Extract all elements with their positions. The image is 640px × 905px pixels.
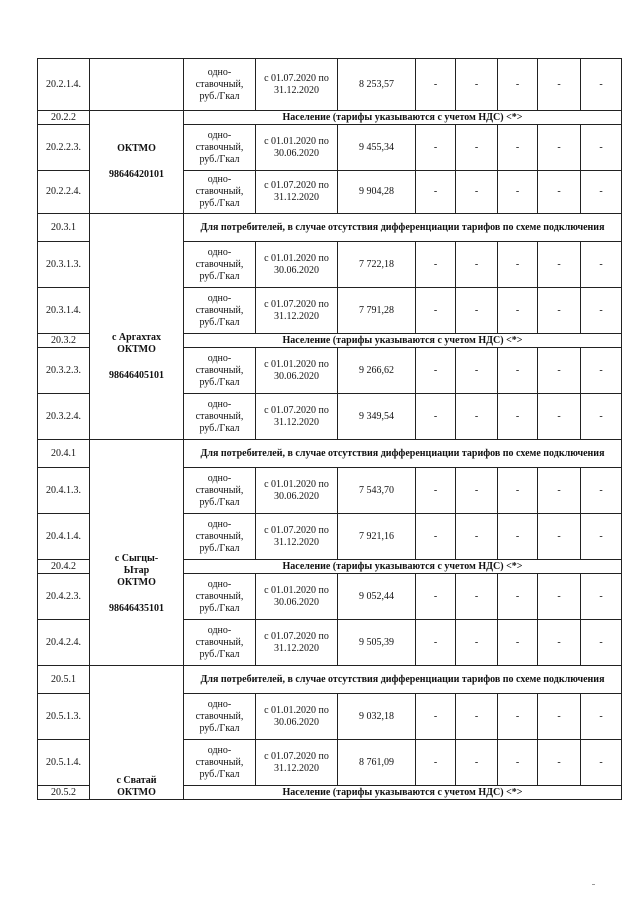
- tariff-value: 9 904,28: [338, 171, 416, 214]
- tariff-value: 7 543,70: [338, 468, 416, 514]
- table-row: [38, 214, 622, 242]
- tariff-value: 9 052,44: [338, 574, 416, 620]
- empty-dash: -: [581, 348, 622, 394]
- area-label: Ытар: [123, 564, 150, 576]
- row-number: 20.3.2.4.: [38, 394, 90, 440]
- empty-dash: -: [456, 125, 498, 171]
- area-cell: [90, 59, 184, 111]
- table-row: [38, 666, 622, 694]
- tariff-table: [37, 58, 622, 800]
- tariff-type: одно-ставочный, руб./Гкал: [184, 740, 256, 786]
- empty-dash: -: [498, 288, 538, 334]
- tariff-type: одно-ставочный, руб./Гкал: [184, 394, 256, 440]
- tariff-period: с 01.07.2020 по 31.12.2020: [256, 171, 338, 214]
- row-number: 20.3.2: [38, 334, 90, 348]
- empty-dash: -: [498, 348, 538, 394]
- empty-dash: -: [498, 740, 538, 786]
- empty-dash: -: [498, 620, 538, 666]
- tariff-period: с 01.07.2020 по 31.12.2020: [256, 620, 338, 666]
- empty-dash: -: [538, 394, 581, 440]
- empty-dash: -: [498, 171, 538, 214]
- tariff-type: одно-ставочный, руб./Гкал: [184, 514, 256, 560]
- area-label: ОКТМО: [117, 787, 156, 798]
- row-number: 20.5.1.3.: [38, 694, 90, 740]
- tariff-period: с 01.01.2020 по 30.06.2020: [256, 694, 338, 740]
- empty-dash: -: [538, 348, 581, 394]
- tariff-period: с 01.07.2020 по 31.12.2020: [256, 514, 338, 560]
- empty-dash: -: [581, 740, 622, 786]
- tariff-type: одно-ставочный, руб./Гкал: [184, 620, 256, 666]
- empty-dash: -: [456, 288, 498, 334]
- empty-dash: -: [416, 394, 456, 440]
- area-label: с Аргахтах: [111, 331, 162, 343]
- empty-dash: -: [581, 514, 622, 560]
- tariff-period: с 01.01.2020 по 30.06.2020: [256, 348, 338, 394]
- empty-dash: -: [581, 394, 622, 440]
- tariff-period: с 01.07.2020 по 31.12.2020: [256, 394, 338, 440]
- empty-dash: -: [581, 288, 622, 334]
- empty-dash: -: [416, 574, 456, 620]
- empty-dash: -: [538, 620, 581, 666]
- tariff-type: одно-ставочный, руб./Гкал: [184, 468, 256, 514]
- tariff-type: одно-ставочный, руб./Гкал: [184, 125, 256, 171]
- row-number: 20.2.2.3.: [38, 125, 90, 171]
- empty-dash: -: [416, 620, 456, 666]
- row-number: 20.2.2.4.: [38, 171, 90, 214]
- empty-dash: -: [416, 288, 456, 334]
- table-row: [38, 59, 622, 111]
- empty-dash: -: [416, 125, 456, 171]
- empty-dash: -: [581, 468, 622, 514]
- tariff-value: 9 505,39: [338, 620, 416, 666]
- empty-dash: -: [581, 171, 622, 214]
- tariff-value: 7 722,18: [338, 242, 416, 288]
- tariff-period: с 01.07.2020 по 31.12.2020: [256, 288, 338, 334]
- area-cell: [90, 214, 184, 440]
- tariff-period: с 01.07.2020 по 31.12.2020: [256, 59, 338, 111]
- row-number: 20.4.2: [38, 560, 90, 574]
- area-cell: [90, 111, 184, 214]
- tariff-type: одно-ставочный, руб./Гкал: [184, 288, 256, 334]
- section-header: Население (тарифы указываются с учетом НДС) <*>: [184, 111, 622, 125]
- empty-dash: -: [456, 514, 498, 560]
- empty-dash: -: [456, 740, 498, 786]
- empty-dash: -: [416, 468, 456, 514]
- tariff-period: с 01.01.2020 по 30.06.2020: [256, 242, 338, 288]
- empty-dash: -: [498, 394, 538, 440]
- area-label: ОКТМО: [117, 343, 156, 355]
- empty-dash: -: [416, 171, 456, 214]
- empty-dash: -: [538, 125, 581, 171]
- tariff-type: одно-ставочный, руб./Гкал: [184, 348, 256, 394]
- empty-dash: -: [456, 468, 498, 514]
- tariff-value: 9 455,34: [338, 125, 416, 171]
- empty-dash: -: [416, 59, 456, 111]
- row-number: 20.4.2.4.: [38, 620, 90, 666]
- row-number: 20.5.1.4.: [38, 740, 90, 786]
- tariff-type: одно-ставочный, руб./Гкал: [184, 242, 256, 288]
- empty-dash: -: [498, 694, 538, 740]
- empty-dash: -: [498, 242, 538, 288]
- empty-dash: -: [538, 514, 581, 560]
- area-label: ОКТМО: [117, 576, 156, 588]
- empty-dash: -: [456, 394, 498, 440]
- oktmo-code: 98646420101: [109, 169, 164, 180]
- empty-dash: -: [416, 514, 456, 560]
- tariff-period: с 01.01.2020 по 30.06.2020: [256, 468, 338, 514]
- oktmo-code: 98646405101: [109, 369, 164, 381]
- row-number: 20.3.2.3.: [38, 348, 90, 394]
- row-number: 20.4.1: [38, 440, 90, 468]
- empty-dash: -: [538, 740, 581, 786]
- row-number: 20.3.1.3.: [38, 242, 90, 288]
- empty-dash: -: [538, 171, 581, 214]
- tariff-value: 9 032,18: [338, 694, 416, 740]
- empty-dash: -: [456, 348, 498, 394]
- tariff-period: с 01.07.2020 по 31.12.2020: [256, 740, 338, 786]
- empty-dash: -: [416, 242, 456, 288]
- row-number: 20.3.1.4.: [38, 288, 90, 334]
- table-row: [38, 440, 622, 468]
- empty-dash: -: [581, 242, 622, 288]
- empty-dash: -: [581, 694, 622, 740]
- tariff-value: 7 921,16: [338, 514, 416, 560]
- tariff-type: одно-ставочный, руб./Гкал: [184, 59, 256, 111]
- empty-dash: -: [581, 620, 622, 666]
- empty-dash: -: [456, 59, 498, 111]
- empty-dash: -: [498, 59, 538, 111]
- section-header: Население (тарифы указываются с учетом НДС) <*>: [184, 334, 622, 348]
- empty-dash: -: [498, 125, 538, 171]
- empty-dash: -: [581, 125, 622, 171]
- tariff-type: одно-ставочный, руб./Гкал: [184, 171, 256, 214]
- empty-dash: -: [538, 468, 581, 514]
- empty-dash: -: [538, 694, 581, 740]
- section-header: Население (тарифы указываются с учетом НДС) <*>: [184, 560, 622, 574]
- empty-dash: -: [456, 620, 498, 666]
- empty-dash: -: [456, 171, 498, 214]
- empty-dash: -: [581, 574, 622, 620]
- row-number: 20.4.2.3.: [38, 574, 90, 620]
- tariff-type: одно-ставочный, руб./Гкал: [184, 574, 256, 620]
- row-number: 20.2.2: [38, 111, 90, 125]
- row-number: 20.2.1.4.: [38, 59, 90, 111]
- tariff-value: 9 349,54: [338, 394, 416, 440]
- empty-dash: -: [581, 59, 622, 111]
- tariff-value: 8 761,09: [338, 740, 416, 786]
- empty-dash: -: [416, 348, 456, 394]
- tariff-period: с 01.01.2020 по 30.06.2020: [256, 574, 338, 620]
- empty-dash: -: [498, 574, 538, 620]
- empty-dash: -: [456, 574, 498, 620]
- row-number: 20.5.1: [38, 666, 90, 694]
- area-cell: [90, 440, 184, 666]
- empty-dash: -: [498, 514, 538, 560]
- table-row: [38, 111, 622, 125]
- empty-dash: -: [498, 468, 538, 514]
- tariff-value: 7 791,28: [338, 288, 416, 334]
- section-header: Для потребителей, в случае отсутствия дифференциации тарифов по схеме подключения: [184, 214, 622, 242]
- area-cell: [90, 666, 184, 800]
- empty-dash: -: [538, 242, 581, 288]
- empty-dash: -: [538, 288, 581, 334]
- row-number: 20.4.1.4.: [38, 514, 90, 560]
- empty-dash: -: [456, 694, 498, 740]
- tariff-type: одно-ставочный, руб./Гкал: [184, 694, 256, 740]
- empty-dash: -: [416, 694, 456, 740]
- tariff-value: 8 253,57: [338, 59, 416, 111]
- row-number: 20.3.1: [38, 214, 90, 242]
- row-number: 20.4.1.3.: [38, 468, 90, 514]
- empty-dash: -: [538, 574, 581, 620]
- row-number: 20.5.2: [38, 786, 90, 800]
- empty-dash: -: [456, 242, 498, 288]
- section-header: Население (тарифы указываются с учетом НДС) <*>: [184, 786, 622, 800]
- area-label: с Сватай: [116, 775, 157, 786]
- area-label: ОКТМО: [117, 143, 156, 154]
- empty-dash: -: [416, 740, 456, 786]
- empty-dash: -: [538, 59, 581, 111]
- section-header: Для потребителей, в случае отсутствия дифференциации тарифов по схеме подключения: [184, 440, 622, 468]
- oktmo-code: 98646435101: [109, 602, 164, 614]
- tariff-period: с 01.01.2020 по 30.06.2020: [256, 125, 338, 171]
- area-label: с Сыгцы-: [114, 552, 159, 564]
- scan-speck: [592, 884, 595, 885]
- section-header: Для потребителей, в случае отсутствия дифференциации тарифов по схеме подключения: [184, 666, 622, 694]
- tariff-value: 9 266,62: [338, 348, 416, 394]
